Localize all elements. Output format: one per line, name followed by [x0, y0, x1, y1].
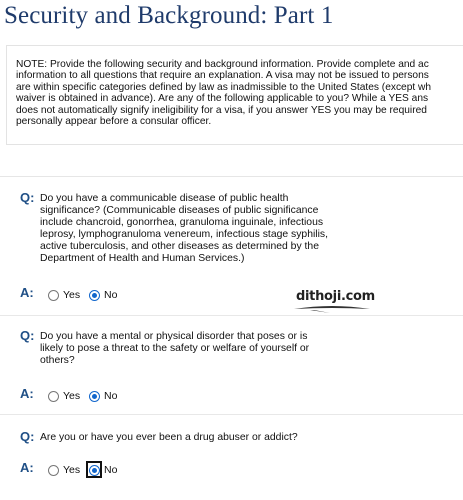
answer-marker: A:	[20, 386, 34, 401]
question-line: likely to pose a threat to the safety or welfare of yourself or	[40, 343, 310, 354]
question-line: significance? (Communicable diseases of public significance	[40, 205, 319, 216]
q1-yes-radio[interactable]	[48, 290, 59, 301]
answer-marker: A:	[20, 285, 34, 300]
question-1-text	[40, 193, 328, 265]
q1-no-label: No	[104, 289, 118, 301]
note-line: waiver is obtained in advance). Are any of the following applicable to you? While a YES ans	[16, 93, 429, 105]
question-line: Do you have a mental or physical disorder that poses or is	[40, 331, 308, 342]
question-separator	[0, 414, 463, 415]
page-title: Security and Background: Part 1	[4, 2, 334, 29]
note-text	[16, 59, 463, 127]
q2-no-radio[interactable]	[89, 391, 100, 402]
question-line: Department of Health and Human Services.)	[40, 253, 245, 264]
q2-yes-radio[interactable]	[48, 391, 59, 402]
q1-yes-option[interactable]	[48, 287, 80, 303]
note-line: does not automatically signify ineligibility for a visa, if you answer YES you may be required	[16, 104, 427, 116]
q3-no-label: No	[104, 464, 118, 476]
question-line: Are you or have you ever been a drug abuser or addict?	[40, 432, 298, 443]
question-separator	[0, 315, 463, 316]
question-marker: Q:	[20, 429, 35, 444]
watermark-swoosh-icon	[292, 304, 372, 314]
question-marker: Q:	[20, 328, 35, 343]
question-line: active tuberculosis, and other diseases as determined by the	[40, 241, 319, 252]
question-line: include chancroid, gonorrhea, granuloma inguinale, infectious	[40, 217, 324, 228]
note-line: information to all questions that require an explanation. A visa may not be issued to persons	[16, 70, 429, 82]
watermark-logo: dithoji.com	[296, 289, 375, 304]
question-line: Do you have a communicable disease of public health	[40, 193, 289, 204]
section-divider	[0, 176, 463, 177]
note-line: are within specific categories defined by law as inadmissible to the United States (except wh	[16, 81, 432, 93]
q2-yes-label: Yes	[63, 390, 81, 402]
answer-marker: A:	[20, 460, 34, 475]
q3-yes-option[interactable]	[48, 462, 80, 478]
question-2-text	[40, 331, 309, 367]
focus-ring	[86, 461, 102, 478]
q2-no-label: No	[104, 390, 118, 402]
q1-no-option[interactable]	[89, 287, 117, 303]
question-marker: Q:	[20, 190, 35, 205]
q2-no-option[interactable]	[89, 388, 117, 404]
question-line: leprosy, lymphogranuloma venereum, infectious stage syphilis,	[40, 229, 328, 240]
note-line: personally appear before a consular officer.	[16, 116, 212, 128]
q1-no-radio[interactable]	[89, 290, 100, 301]
question-line: others?	[40, 355, 75, 366]
note-line: NOTE: Provide the following security and background information. Provide complete and ac	[16, 59, 429, 70]
q3-yes-label: Yes	[63, 464, 81, 476]
question-3-text	[40, 432, 298, 444]
q2-yes-option[interactable]	[48, 388, 80, 404]
q3-yes-radio[interactable]	[48, 465, 59, 476]
q1-yes-label: Yes	[63, 289, 81, 301]
